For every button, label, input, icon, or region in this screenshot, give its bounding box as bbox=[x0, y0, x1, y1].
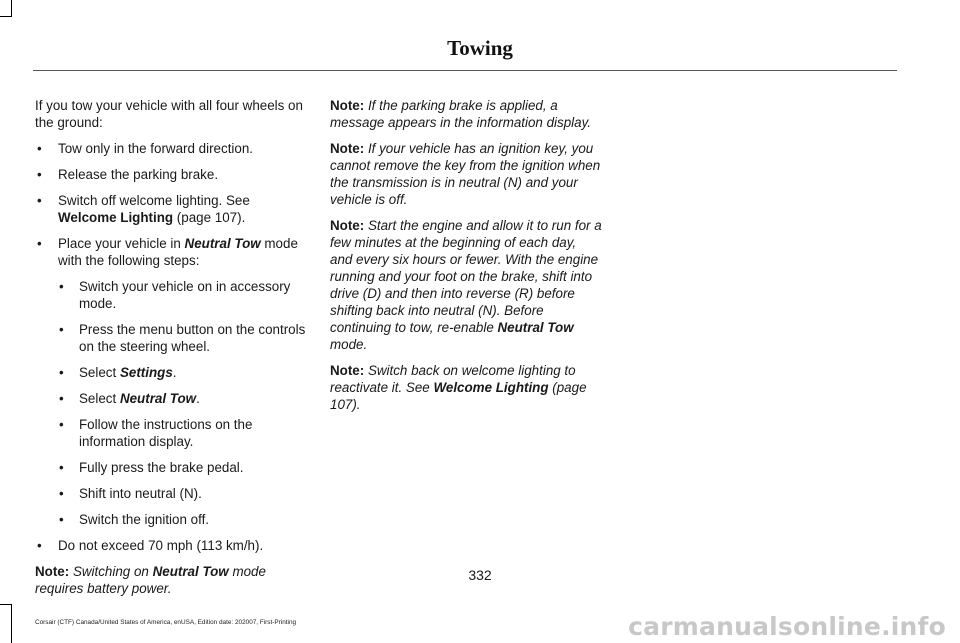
page-title: Towing bbox=[447, 36, 513, 60]
substep-text: Press the menu button on the controls on the steering wheel. bbox=[79, 322, 306, 354]
note-label: Note: bbox=[330, 141, 365, 156]
list-item bbox=[58, 459, 310, 476]
step-text: mode with the following steps: bbox=[58, 236, 298, 268]
list-item bbox=[58, 321, 310, 355]
substep-text: . bbox=[196, 391, 200, 406]
note-text: mode. bbox=[330, 337, 368, 352]
towing-steps-list bbox=[35, 140, 310, 554]
note-label: Note: bbox=[35, 564, 70, 579]
substep-text: Fully press the brake pedal. bbox=[79, 460, 244, 475]
step-text: Tow only in the forward direction. bbox=[58, 141, 254, 156]
list-item bbox=[58, 390, 310, 407]
step-text: Place your vehicle in bbox=[58, 236, 185, 251]
list-item bbox=[35, 166, 310, 183]
list-item bbox=[58, 278, 310, 312]
list-item bbox=[35, 235, 310, 528]
neutral-tow-term: Neutral Tow bbox=[119, 391, 197, 406]
note-text: Start the engine and allow it to run for a few minutes at the beginning of each day, and every six hours or fewer. With the engine running and your foot on the brake, shift into drive (D) and then into reverse (R) before shifting back into neutral (N). Before continuing to tow, re-enable bbox=[330, 218, 602, 335]
right-column bbox=[330, 97, 602, 422]
substep-text: . bbox=[172, 365, 177, 380]
bullet-glyph: • bbox=[37, 538, 42, 553]
note-label: Note: bbox=[330, 218, 365, 233]
settings-term: Settings bbox=[119, 365, 173, 380]
neutral-tow-term: Neutral Tow bbox=[184, 236, 261, 251]
step-text: Release the parking brake. bbox=[58, 167, 219, 182]
note-paragraph bbox=[330, 362, 602, 413]
step-text: Do not exceed 70 mph (113 km/h). bbox=[58, 538, 264, 553]
substep-text: Select bbox=[79, 391, 120, 406]
bullet-glyph: • bbox=[59, 365, 64, 380]
crop-mark-top-left-v bbox=[11, 0, 12, 16]
bullet-glyph: • bbox=[59, 417, 64, 432]
step-text: (page 107). bbox=[173, 210, 246, 225]
crop-mark-top-left-h bbox=[0, 16, 12, 17]
note-label: Note: bbox=[330, 98, 365, 113]
list-item bbox=[58, 364, 310, 381]
bullet-glyph: • bbox=[37, 141, 42, 156]
bullet-glyph: • bbox=[59, 460, 64, 475]
neutral-tow-term: Neutral Tow bbox=[152, 564, 229, 579]
neutral-tow-term: Neutral Tow bbox=[497, 320, 574, 335]
note-label: Note: bbox=[330, 363, 365, 378]
list-item bbox=[58, 511, 310, 528]
list-item bbox=[35, 192, 310, 226]
step-text: Switch off welcome lighting. See bbox=[58, 193, 250, 208]
note-text: Switching on bbox=[69, 564, 153, 579]
note-text: If your vehicle has an ignition key, you cannot remove the key from the ignition when the transmission is in neutral (N) and your vehicle is off. bbox=[330, 141, 601, 207]
welcome-lighting-link[interactable]: Welcome Lighting bbox=[58, 210, 174, 225]
bullet-glyph: • bbox=[59, 322, 64, 337]
note-text: (page 107). bbox=[330, 380, 587, 412]
list-item bbox=[58, 416, 310, 450]
substep-text: Follow the instructions on the information display. bbox=[79, 417, 253, 449]
crop-mark-bottom-left-h bbox=[0, 604, 12, 605]
substep-text: Switch your vehicle on in accessory mode. bbox=[79, 279, 291, 311]
note-paragraph bbox=[330, 140, 602, 208]
substep-text: Select bbox=[79, 365, 120, 380]
bullet-glyph: • bbox=[37, 236, 42, 251]
welcome-lighting-link[interactable]: Welcome Lighting bbox=[433, 380, 549, 395]
bullet-glyph: • bbox=[59, 512, 64, 527]
bullet-glyph: • bbox=[37, 167, 42, 182]
left-column bbox=[35, 97, 310, 606]
note-text: mode requires battery power. bbox=[35, 564, 266, 596]
bullet-glyph: • bbox=[59, 391, 64, 406]
note-paragraph bbox=[330, 217, 602, 353]
bullet-glyph: • bbox=[59, 279, 64, 294]
header-rule bbox=[33, 70, 897, 71]
footer-edition-info: Corsair (CTF) Canada/United States of America, enUSA, Edition date: 202007, First-Printing bbox=[35, 619, 297, 626]
crop-mark-bottom-left-v bbox=[11, 604, 12, 643]
page-number: 332 bbox=[468, 567, 492, 583]
neutral-tow-substeps bbox=[58, 278, 310, 528]
watermark-logo: carmanualsonline.info bbox=[628, 612, 946, 641]
list-item bbox=[58, 485, 310, 502]
bullet-glyph: • bbox=[59, 486, 64, 501]
list-item bbox=[35, 140, 310, 157]
substep-text: Shift into neutral (N). bbox=[79, 486, 202, 501]
list-item bbox=[35, 537, 310, 554]
intro-paragraph: If you tow your vehicle with all four wheels on the ground: bbox=[35, 98, 303, 130]
note-text: Switch back on welcome lighting to reactivate it. See bbox=[330, 363, 576, 395]
bullet-glyph: • bbox=[37, 193, 42, 208]
note-paragraph bbox=[330, 97, 602, 131]
note-text: If the parking brake is applied, a message appears in the information display. bbox=[330, 98, 592, 130]
substep-text: Switch the ignition off. bbox=[79, 512, 210, 527]
